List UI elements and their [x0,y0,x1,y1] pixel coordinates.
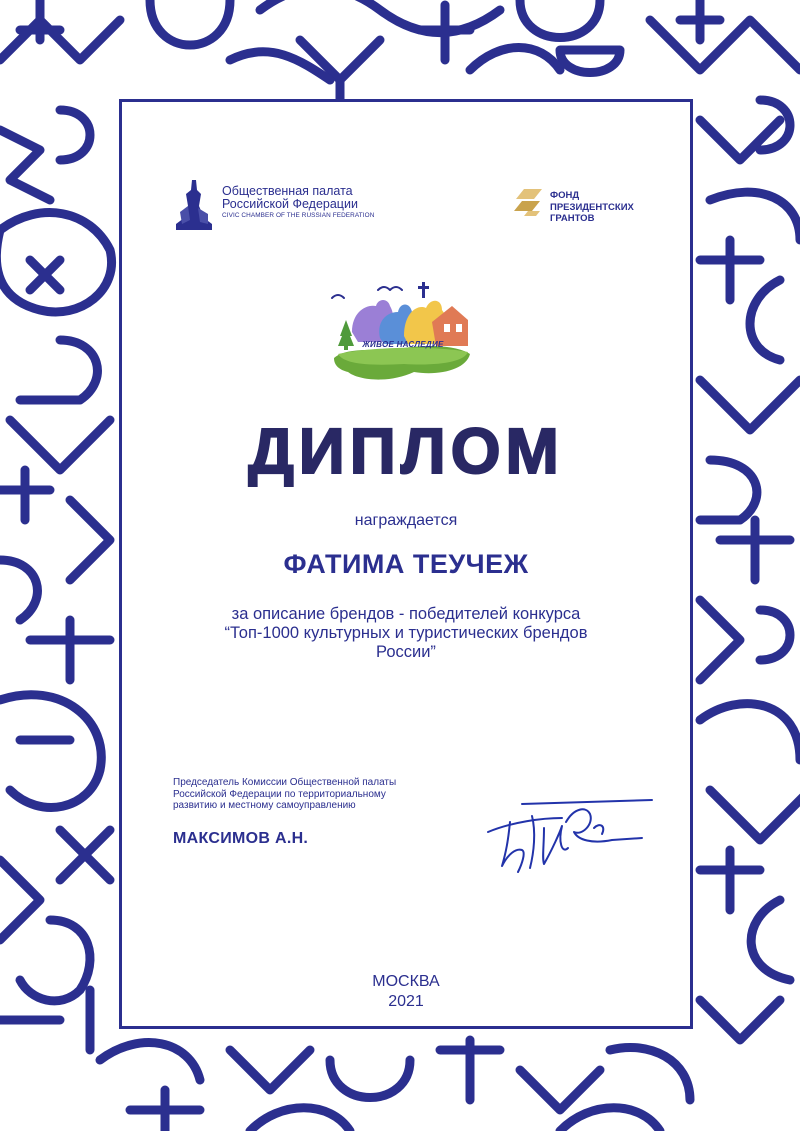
description-line-2: “Топ-1000 культурных и туристических брендов [224,624,588,642]
fund-name-line3: ГРАНТОВ [550,213,595,224]
awarded-label: награждается [354,512,458,529]
city: МОСКВА [372,973,440,990]
description-line-3: России” [376,643,436,661]
chamber-name-line1: Общественная палата [222,184,353,198]
fund-mark-icon [514,187,544,217]
civic-chamber-logo [168,174,375,234]
chamber-name-line2: Российской Федерации [222,197,358,211]
signatory-role-line-3: развитию и местному самоуправлению [173,800,356,811]
presidential-grants-fund-logo [514,184,654,232]
monument-emblem-icon [168,176,220,232]
recipient-name: ФАТИМА ТЕУЧЕЖ [283,549,529,579]
signatory-role-line-1: Председатель Комиссии Общественной палаты [173,777,397,788]
signatory-name: МАКСИМОВ А.Н. [173,830,309,847]
diploma-title: ДИПЛОМ [248,415,564,487]
chamber-name-english: CIVIC CHAMBER OF THE RUSSIAN FEDERATION [222,212,375,219]
diploma-card [119,99,693,1029]
award-description [152,605,660,662]
living-heritage-logo [318,276,484,390]
fund-name-line1: ФОНД [550,190,580,201]
fund-name-line2: ПРЕЗИДЕНТСКИХ [550,201,634,213]
place-and-year [122,972,690,1012]
signatory-role [173,777,413,812]
description-line-1: за описание брендов - победителей конкурса [231,605,581,623]
year: 2021 [388,993,424,1010]
handwritten-signature [482,792,682,882]
heritage-logo-text: ЖИВОЕ НАСЛЕДИЕ [362,340,444,349]
signatory-role-line-2: Российской Федерации по территориальному [173,788,386,800]
